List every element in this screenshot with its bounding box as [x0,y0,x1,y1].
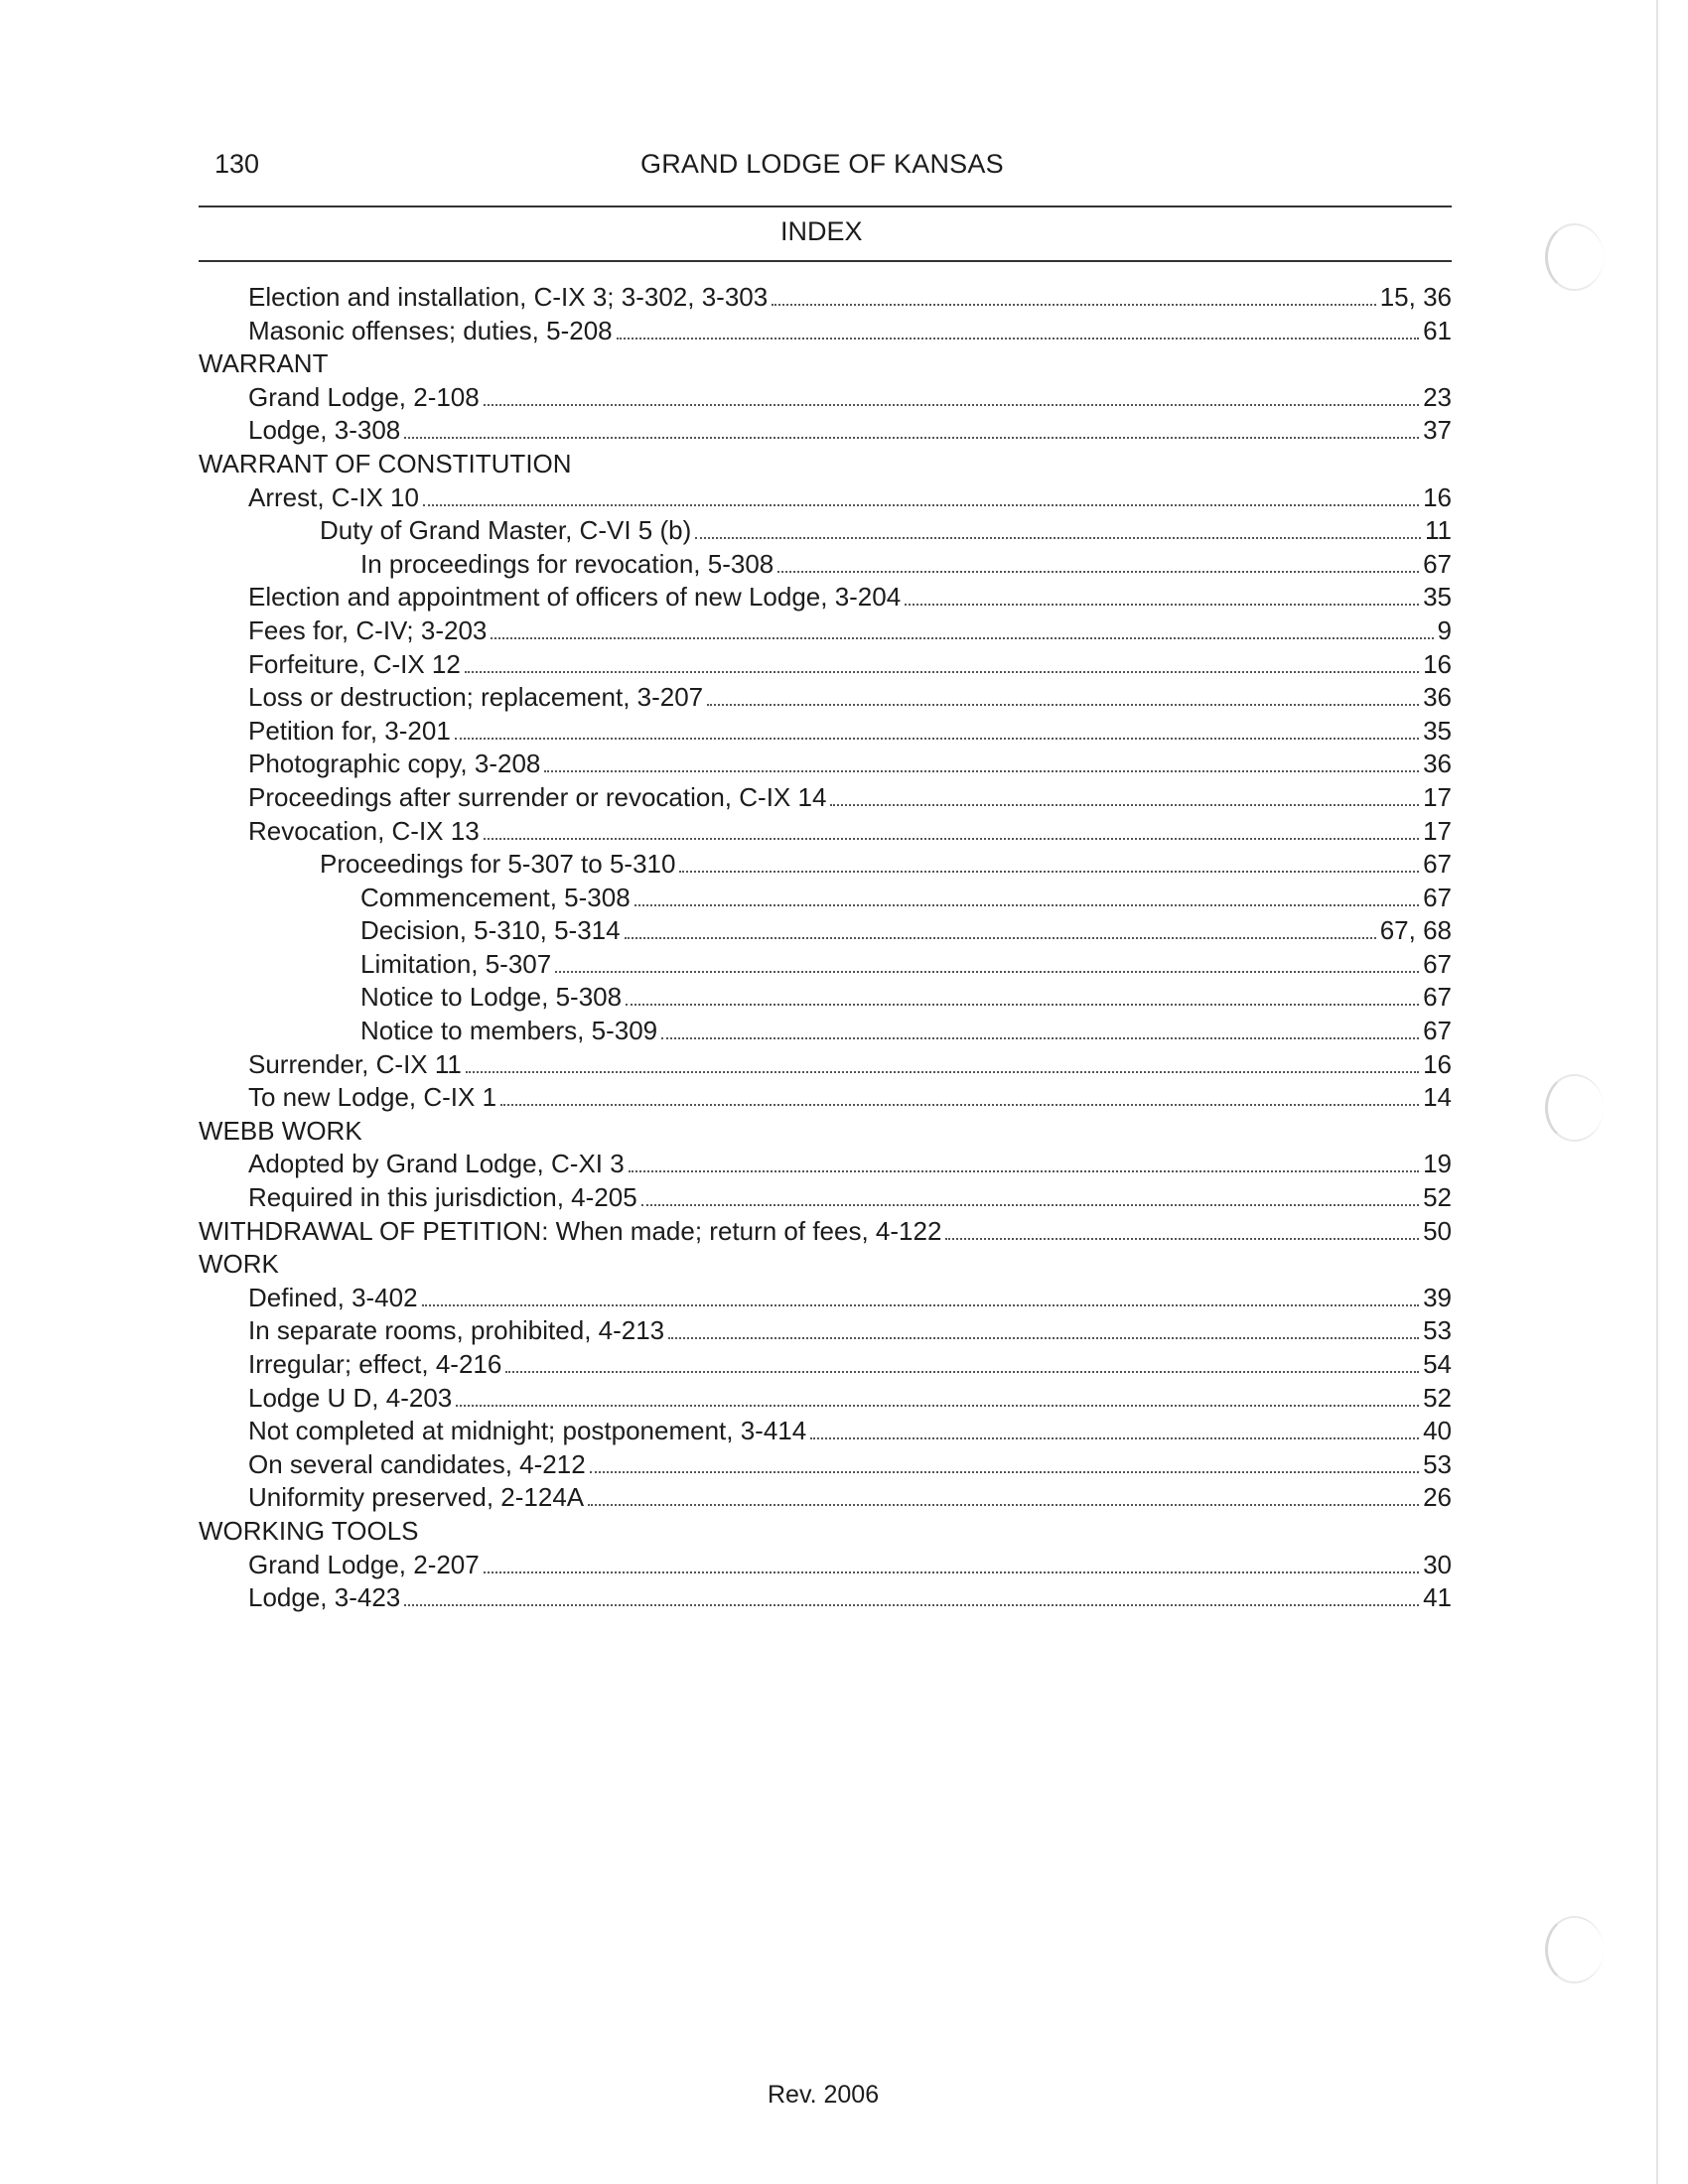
entry-pages: 14 [1423,1082,1452,1113]
entry-pages: 16 [1423,481,1452,512]
index-entry [199,514,1452,548]
page-number: 130 [214,149,260,179]
index-entry [199,1448,1452,1482]
index-entry [199,414,1452,448]
index-heading [199,1515,1452,1549]
dot-leader [626,1004,1419,1006]
dot-leader [695,537,1421,539]
entry-term: Election and appointment of officers of new Lodge, 3-204 [248,582,902,613]
entry-term: On several candidates, 4-212 [248,1448,586,1479]
entry-pages: 39 [1423,1282,1452,1312]
dot-leader [679,871,1419,873]
index-entry [199,914,1452,948]
entry-term: WITHDRAWAL OF PETITION: When made; return of fees, 4-122 [199,1215,942,1246]
entry-term: In proceedings for revocation, 5-308 [360,548,774,579]
entry-term: Grand Lodge, 2-207 [248,1549,480,1579]
section-title: INDEX [780,216,863,246]
entry-pages: 67 [1423,948,1452,979]
index-entry [199,481,1452,515]
dot-leader [423,504,1419,506]
entry-term: WORK [199,1249,279,1280]
entry-term: Forfeiture, C-IX 12 [248,648,461,679]
dot-leader [905,604,1419,606]
index-entry [199,1382,1452,1416]
index-entry [199,1581,1452,1615]
entry-pages: 19 [1423,1149,1452,1179]
entry-pages: 35 [1423,582,1452,613]
index-entry [199,815,1452,849]
entry-pages: 16 [1423,1048,1452,1079]
entry-pages: 26 [1423,1482,1452,1513]
dot-leader [830,804,1419,806]
entry-pages: 41 [1423,1582,1452,1613]
dot-leader [491,637,1433,639]
dot-leader [404,437,1419,439]
index-entry [199,1314,1452,1348]
index-heading [199,1215,1452,1249]
index-entry [199,1081,1452,1115]
index-entry [199,1181,1452,1215]
dot-leader [484,404,1419,406]
entry-term: Defined, 3-402 [248,1282,418,1312]
entry-term: Revocation, C-IX 13 [248,815,480,846]
index-entry [199,381,1452,415]
entry-pages: 67 [1423,548,1452,579]
entry-pages: 36 [1423,749,1452,779]
entry-term: WEBB WORK [199,1115,362,1146]
entry-term: Proceedings for 5-307 to 5-310 [320,849,676,880]
dot-leader [466,1071,1419,1073]
dot-leader [810,1437,1419,1439]
entry-term: Grand Lodge, 2-108 [248,381,480,412]
index-entry [199,981,1452,1015]
entry-pages: 35 [1423,715,1452,746]
entry-term: Petition for, 3-201 [248,715,451,746]
entry-pages: 23 [1423,381,1452,412]
entry-pages: 17 [1423,815,1452,846]
entry-term: Election and installation, C-IX 3; 3-302, 3-303 [248,282,769,312]
entry-term: Loss or destruction; replacement, 3-207 [248,682,704,713]
dot-leader [484,1571,1419,1573]
entry-term: Irregular; effect, 4-216 [248,1349,502,1379]
entry-pages: 61 [1423,315,1452,345]
entry-pages: 30 [1423,1549,1452,1579]
dot-leader [484,838,1419,840]
entry-term: Required in this jurisdiction, 4-205 [248,1182,637,1213]
header-rule-bottom [199,260,1452,262]
dot-leader [505,1371,1419,1373]
entry-term: Notice to Lodge, 5-308 [360,982,623,1013]
index-entry [199,882,1452,915]
index-entry [199,581,1452,614]
index-entry [199,1048,1452,1082]
running-title: GRAND LODGE OF KANSAS [640,149,1004,179]
dot-leader [707,704,1419,706]
dot-leader [668,1337,1419,1339]
dot-leader [544,770,1419,772]
entry-term: Surrender, C-IX 11 [248,1048,462,1079]
entry-term: To new Lodge, C-IX 1 [248,1082,497,1113]
index-entry [199,1415,1452,1448]
page-edge [1656,0,1658,2184]
entry-pages: 52 [1423,1182,1452,1213]
dot-leader [465,671,1419,673]
index-entry [199,548,1452,582]
index-entry [199,715,1452,749]
index-entry [199,681,1452,715]
dot-leader [555,971,1419,973]
index-entry [199,848,1452,882]
entry-term: Fees for, C-IV; 3-203 [248,614,488,645]
entry-term: Uniformity preserved, 2-124A [248,1482,585,1513]
dot-leader [634,904,1419,906]
punch-hole-bottom [1545,1916,1604,1983]
entry-pages: 53 [1423,1448,1452,1479]
entry-term: Lodge, 3-423 [248,1582,401,1613]
index-entry [199,648,1452,682]
dot-leader [945,1238,1419,1240]
entry-term: Limitation, 5-307 [360,948,552,979]
entry-pages: 9 [1437,614,1452,645]
entry-term: Adopted by Grand Lodge, C-XI 3 [248,1149,625,1179]
punch-hole-top [1545,223,1604,291]
index-entry [199,748,1452,781]
index-entry [199,1481,1452,1515]
entry-pages: 50 [1423,1215,1452,1246]
entry-pages: 67 [1423,882,1452,912]
dot-leader [500,1104,1419,1106]
index-list [199,281,1452,1615]
index-heading [199,1115,1452,1149]
index-entry [199,1549,1452,1582]
dot-leader [629,1170,1419,1172]
entry-term: Proceedings after surrender or revocation, C-IX 14 [248,781,827,812]
dot-leader [422,1304,1420,1306]
dot-leader [588,1504,1419,1506]
entry-term: Duty of Grand Master, C-VI 5 (b) [320,515,692,546]
entry-pages: 67 [1423,1016,1452,1046]
revision-note: Rev. 2006 [768,2081,880,2109]
dot-leader [455,738,1419,740]
entry-term: Arrest, C-IX 10 [248,481,419,512]
entry-term: Masonic offenses; duties, 5-208 [248,315,613,345]
entry-pages: 36 [1423,682,1452,713]
entry-pages: 17 [1423,781,1452,812]
header-rule-top [199,205,1452,207]
entry-pages: 11 [1425,515,1452,546]
dot-leader [777,571,1419,573]
dot-leader [625,937,1376,939]
dot-leader [661,1037,1419,1039]
entry-term: Decision, 5-310, 5-314 [360,915,621,946]
entry-pages: 67 [1423,982,1452,1013]
index-heading [199,448,1452,481]
entry-term: Commencement, 5-308 [360,882,631,912]
entry-term: Notice to members, 5-309 [360,1016,658,1046]
index-heading [199,1248,1452,1282]
dot-leader [590,1471,1419,1473]
entry-term: Lodge U D, 4-203 [248,1382,453,1413]
index-entry [199,315,1452,348]
entry-term: WARRANT [199,348,329,379]
dot-leader [641,1204,1419,1206]
dot-leader [772,304,1376,306]
dot-leader [617,338,1419,340]
dot-leader [404,1604,1419,1606]
entry-term: Lodge, 3-308 [248,415,401,446]
index-entry [199,948,1452,982]
entry-pages: 15, 36 [1379,282,1452,312]
entry-term: WARRANT OF CONSTITUTION [199,448,572,478]
entry-pages: 67 [1423,849,1452,880]
entry-term: WORKING TOOLS [199,1515,419,1546]
entry-pages: 53 [1423,1315,1452,1346]
punch-hole-middle [1545,1074,1604,1142]
entry-pages: 54 [1423,1349,1452,1379]
index-entry [199,1282,1452,1315]
index-entry [199,1148,1452,1181]
index-entry [199,781,1452,815]
index-entry [199,281,1452,315]
entry-term: In separate rooms, prohibited, 4-213 [248,1315,665,1346]
entry-pages: 40 [1423,1416,1452,1446]
entry-pages: 52 [1423,1382,1452,1413]
entry-term: Not completed at midnight; postponement, 3-414 [248,1416,807,1446]
entry-pages: 37 [1423,415,1452,446]
index-heading [199,347,1452,381]
index-entry [199,614,1452,648]
index-entry [199,1015,1452,1048]
dot-leader [456,1405,1419,1407]
entry-pages: 67, 68 [1379,915,1452,946]
entry-term: Photographic copy, 3-208 [248,749,541,779]
entry-pages: 16 [1423,648,1452,679]
index-entry [199,1348,1452,1382]
